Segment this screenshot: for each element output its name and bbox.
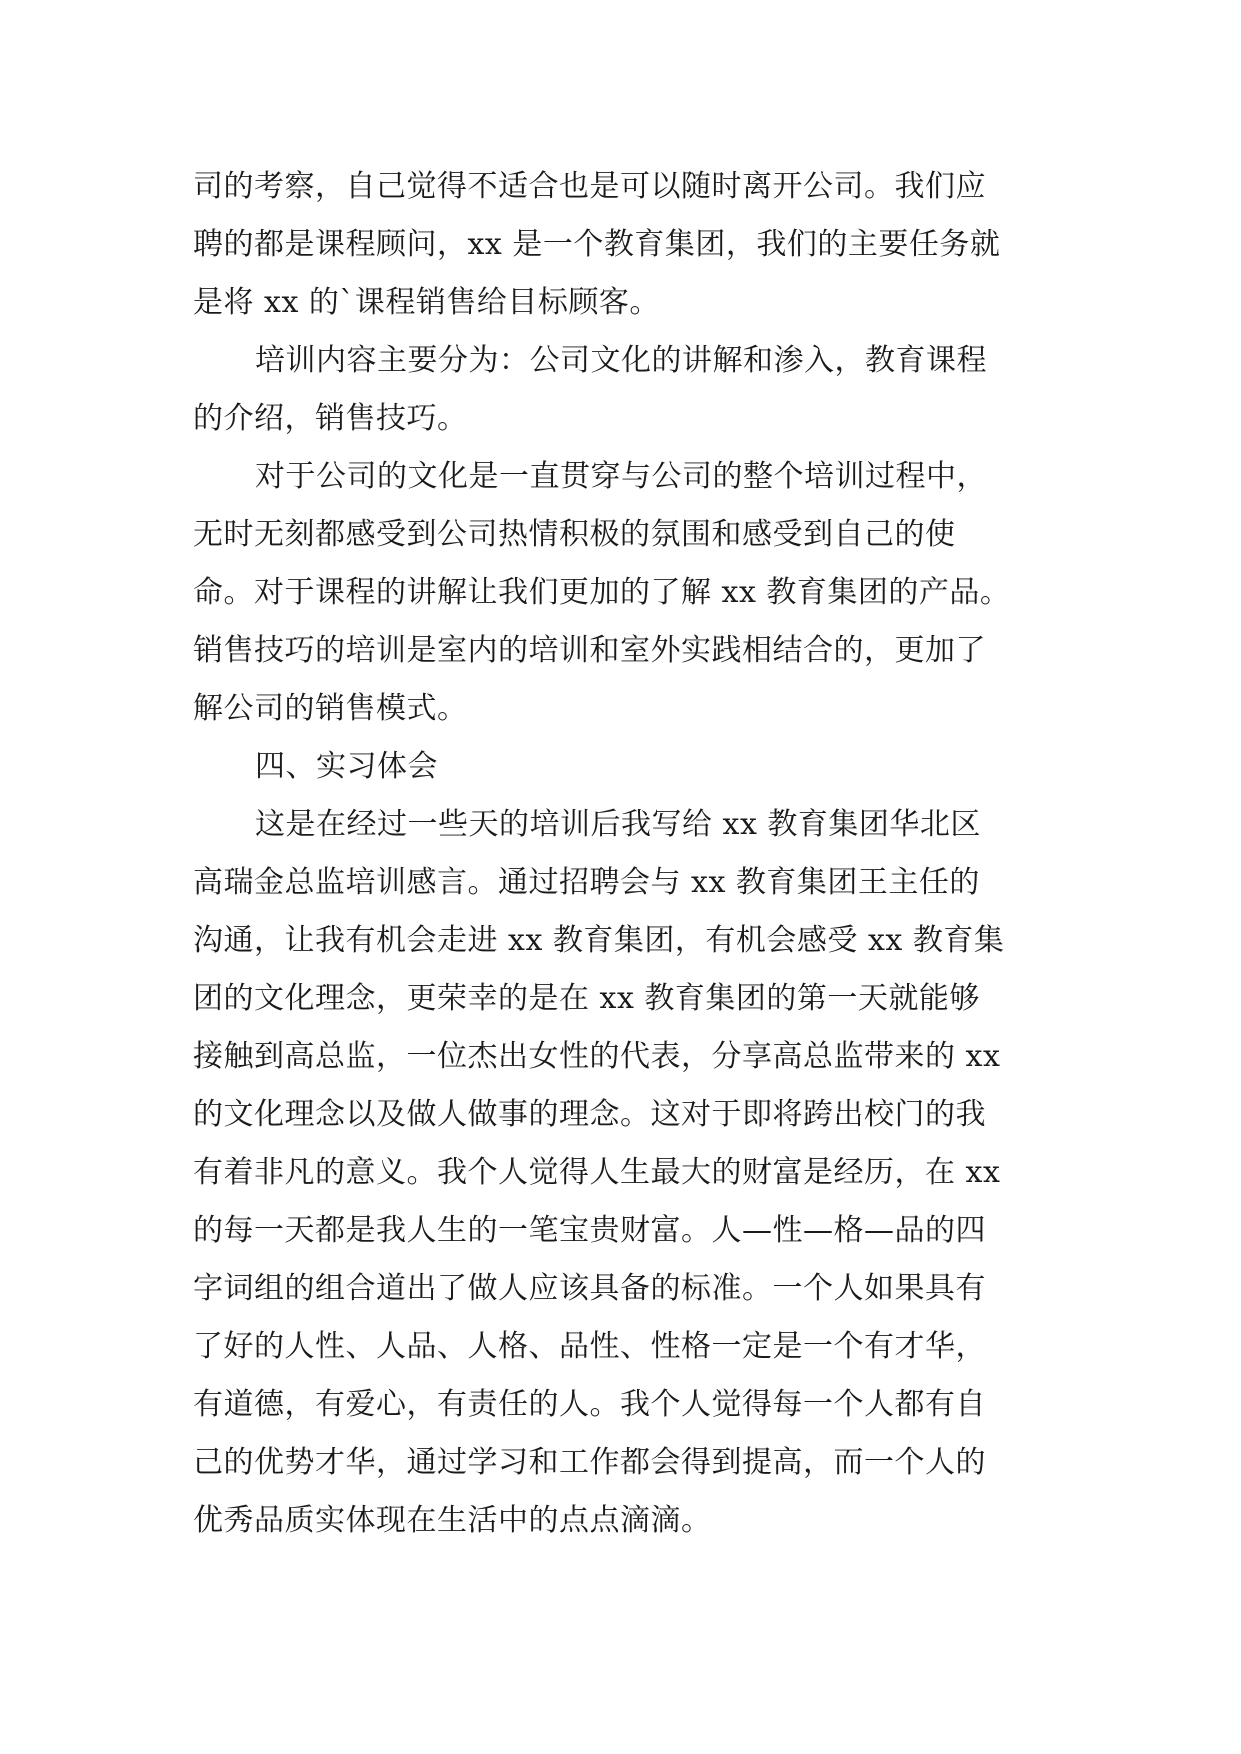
text-line: 的文化理念以及做人做事的理念。这对于即将跨出校门的我	[193, 1097, 986, 1132]
paragraph-start-line: 培训内容主要分为：公司文化的讲解和渗入，教育课程	[255, 343, 987, 378]
text-line: 有道德，有爱心，有责任的人。我个人觉得每一个人都有自	[193, 1387, 986, 1422]
paragraph-start-line: 这是在经过一些天的培训后我写给 xx 教育集团华北区	[255, 807, 981, 842]
text-line: 的介绍，销售技巧。	[193, 401, 468, 436]
text-line: 解公司的销售模式。	[193, 691, 468, 726]
text-line: 沟通，让我有机会走进 xx 教育集团，有机会感受 xx 教育集	[193, 923, 1005, 958]
text-line: 接触到高总监，一位杰出女性的代表，分享高总监带来的 xx	[193, 1039, 1001, 1074]
text-line: 是将 xx 的`课程销售给目标顾客。	[193, 285, 660, 320]
text-line: 聘的都是课程顾问，xx 是一个教育集团，我们的主要任务就	[193, 227, 1001, 262]
document-body	[193, 158, 1053, 1550]
text-line: 字词组的组合道出了做人应该具备的标准。一个人如果具有	[193, 1271, 986, 1306]
text-line: 高瑞金总监培训感言。通过招聘会与 xx 教育集团王主任的	[193, 865, 980, 900]
paragraph-start-line: 对于公司的文化是一直贯穿与公司的整个培训过程中，	[255, 459, 987, 494]
text-line: 销售技巧的培训是室内的培训和室外实践相结合的，更加了	[193, 633, 986, 668]
section-heading: 四、实习体会	[255, 749, 438, 784]
text-line: 己的优势才华，通过学习和工作都会得到提高，而一个人的	[193, 1445, 986, 1480]
text-line: 无时无刻都感受到公司热情积极的氛围和感受到自己的使	[193, 517, 956, 552]
text-line: 的每一天都是我人生的一笔宝贵财富。人—性—格—品的四	[193, 1213, 986, 1248]
text-line: 团的文化理念，更荣幸的是在 xx 教育集团的第一天就能够	[193, 981, 980, 1016]
text-line: 司的考察，自己觉得不适合也是可以随时离开公司。我们应	[193, 169, 986, 204]
text-line: 优秀品质实体现在生活中的点点滴滴。	[193, 1503, 712, 1538]
text-line: 了好的人性、人品、人格、品性、性格一定是一个有才华，	[193, 1329, 986, 1364]
text-line: 命。对于课程的讲解让我们更加的了解 xx 教育集团的产品。	[193, 575, 1011, 610]
text-line: 有着非凡的意义。我个人觉得人生最大的财富是经历，在 xx	[193, 1155, 1001, 1190]
